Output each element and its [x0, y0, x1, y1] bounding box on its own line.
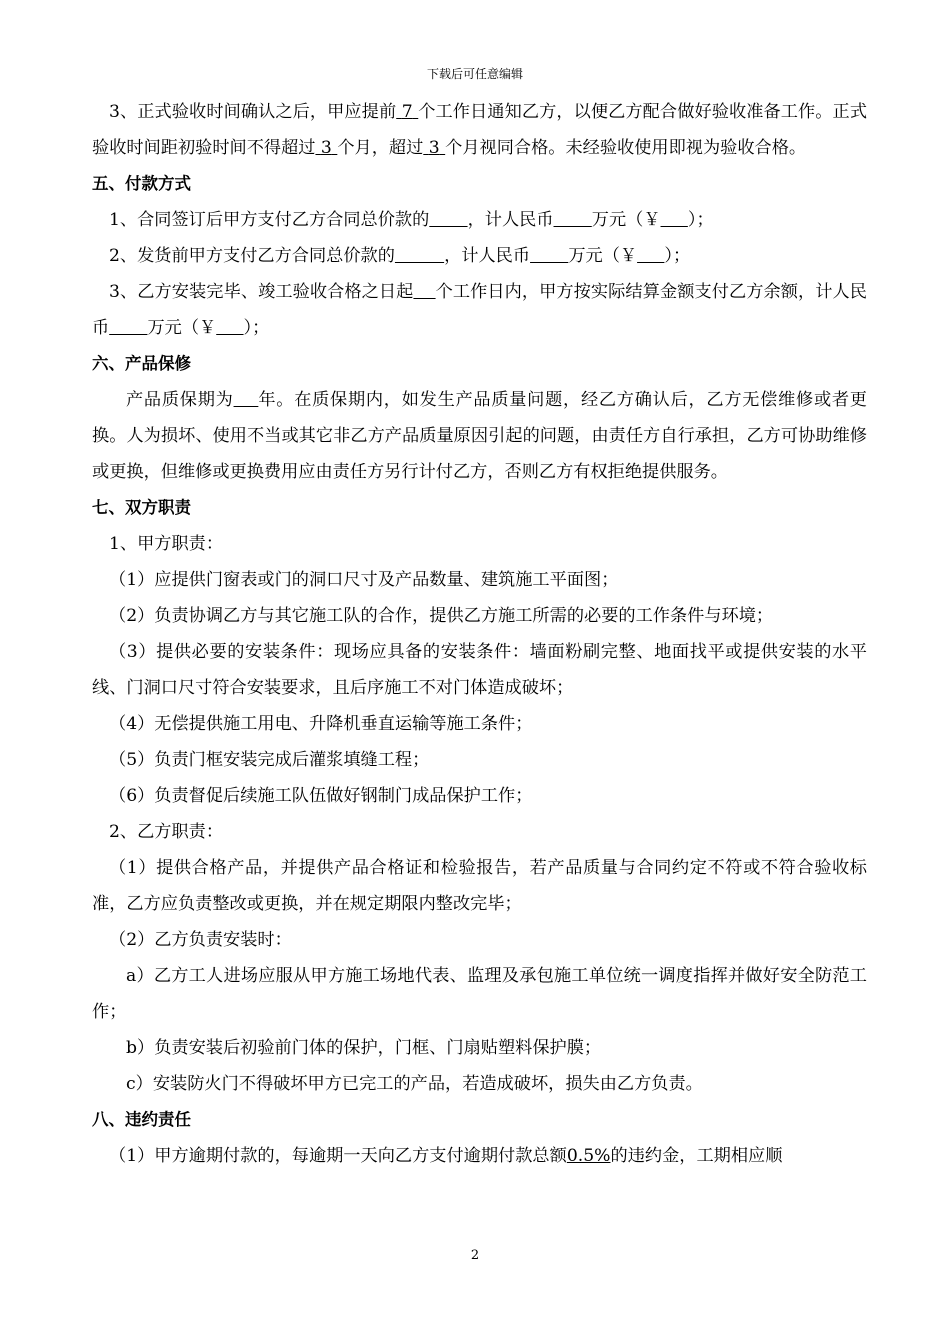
- blank-field: [661, 210, 688, 230]
- max-months-underlined: [315, 138, 337, 158]
- breach-item-1: [92, 1138, 867, 1174]
- text: （1）甲方逾期付款的，每逾期一天向乙方支付逾期付款总额: [109, 1146, 567, 1166]
- blank-field: [530, 246, 568, 266]
- blank-field: [554, 210, 592, 230]
- payment-item-2: [92, 238, 867, 274]
- text: 1、合同签订后甲方支付乙方合同总价款的: [109, 210, 430, 230]
- party-b-duty-item: （2）乙方负责安装时：: [109, 930, 292, 950]
- text: 3、乙方安装完毕、竣工验收合格之日起: [109, 282, 414, 302]
- payment-item-3: [92, 274, 867, 346]
- text: 年。在质保期内，如发生产品质量问题，经乙方确认后，乙方无偿维修或者更换。人为损坏、使用不当或其它非乙方产品质量原因引起的问题，由责任方自行承担，乙方可协助维修或更换，但维修或更换费用应由责任方另行计付乙方，否则乙方有权拒绝提供服务。: [92, 390, 867, 482]
- text: ，计人民币: [444, 246, 531, 266]
- section-heading-responsibilities: 七、双方职责: [92, 498, 191, 517]
- over-months-underlined: [423, 138, 445, 158]
- section-heading-breach: 八、违约责任: [92, 1110, 191, 1129]
- text: ）；: [664, 246, 691, 266]
- acceptance-clause-3: [92, 94, 867, 166]
- text: 产品质保期为: [126, 390, 234, 410]
- party-a-duty-item: （5）负责门框安装完成后灌浆填缝工程；: [109, 750, 430, 770]
- party-a-duty-item: （2）负责协调乙方与其它施工队的合作，提供乙方施工所需的必要的工作条件与环境；: [109, 606, 774, 626]
- text: ）；: [687, 210, 714, 230]
- party-a-duties-title: 1、甲方职责：: [109, 534, 224, 554]
- party-a-duty-item: （1）应提供门窗表或门的洞口尺寸及产品数量、建筑施工平面图；: [109, 570, 619, 590]
- blank-field: [413, 282, 435, 302]
- payment-item-1: [92, 202, 867, 238]
- text: 的违约金，工期相应顺: [610, 1146, 783, 1166]
- section-heading-warranty: 六、产品保修: [92, 354, 191, 373]
- notice-days-underlined: [396, 102, 418, 122]
- party-a-duty-item: （4）无偿提供施工用电、升降机垂直运输等施工条件；: [109, 714, 533, 734]
- text: ）；: [243, 318, 270, 338]
- text: 2、发货前甲方支付乙方合同总价款的: [109, 246, 395, 266]
- blank-field: [109, 318, 147, 338]
- text: 个月视同合格。未经验收使用即视为验收合格。: [445, 138, 807, 158]
- blank-field: [637, 246, 664, 266]
- party-b-duty-subitem: c）安装防火门不得破坏甲方已完工的产品，若造成破坏，损失由乙方负责。: [126, 1074, 703, 1094]
- text: 万元（￥: [591, 210, 661, 230]
- document-body: [92, 94, 867, 1174]
- text: ，计人民币: [467, 210, 554, 230]
- page-number: 2: [470, 1248, 480, 1263]
- party-b-duty-subitem: b）负责安装后初验前门体的保护，门框、门扇贴塑料保护膜；: [126, 1038, 602, 1058]
- party-b-duty-item: （1）提供合格产品，并提供产品合格证和检验报告，若产品质量与合同约定不符或不符合验收标准，乙方应负责整改或更换，并在规定期限内整改完毕；: [92, 858, 867, 914]
- section-heading-payment: 五、付款方式: [92, 174, 191, 193]
- over-months: 3: [428, 138, 440, 158]
- notice-days: 7: [401, 102, 413, 122]
- text: 个工作日内，甲方按实际结算金额支付乙方余额，计人民币: [92, 282, 867, 338]
- party-a-duty-item: （6）负责督促后续施工队伍做好钢制门成品保护工作；: [109, 786, 533, 806]
- warranty-paragraph: [92, 382, 867, 490]
- text: 个月，超过: [337, 138, 424, 158]
- party-b-duty-subitem: a）乙方工人进场应服从甲方施工场地代表、监理及承包施工单位统一调度指挥并做好安全防范工作；: [92, 966, 867, 1022]
- blank-field: [216, 318, 243, 338]
- party-a-duty-item: （3）提供必要的安装条件：现场应具备的安装条件：墙面粉刷完整、地面找平或提供安装的水平线、门洞口尺寸符合安装要求，且后序施工不对门体造成破坏；: [92, 642, 867, 698]
- blank-field: [395, 246, 444, 266]
- blank-field: [429, 210, 467, 230]
- text: 万元（￥: [568, 246, 638, 266]
- text: 个工作日通知乙方，以便乙方配合做好验收准备工作。正式验收时间距初验时间不得超过: [92, 102, 868, 158]
- max-months: 3: [320, 138, 332, 158]
- party-b-duties-title: 2、乙方职责：: [109, 822, 224, 842]
- blank-field: [234, 390, 259, 410]
- page-header: 下载后可任意编辑: [426, 67, 523, 81]
- text: 3、正式验收时间确认之后，甲应提前: [109, 102, 397, 122]
- penalty-rate: 0.5%: [566, 1146, 611, 1166]
- text: 万元（￥: [147, 318, 217, 338]
